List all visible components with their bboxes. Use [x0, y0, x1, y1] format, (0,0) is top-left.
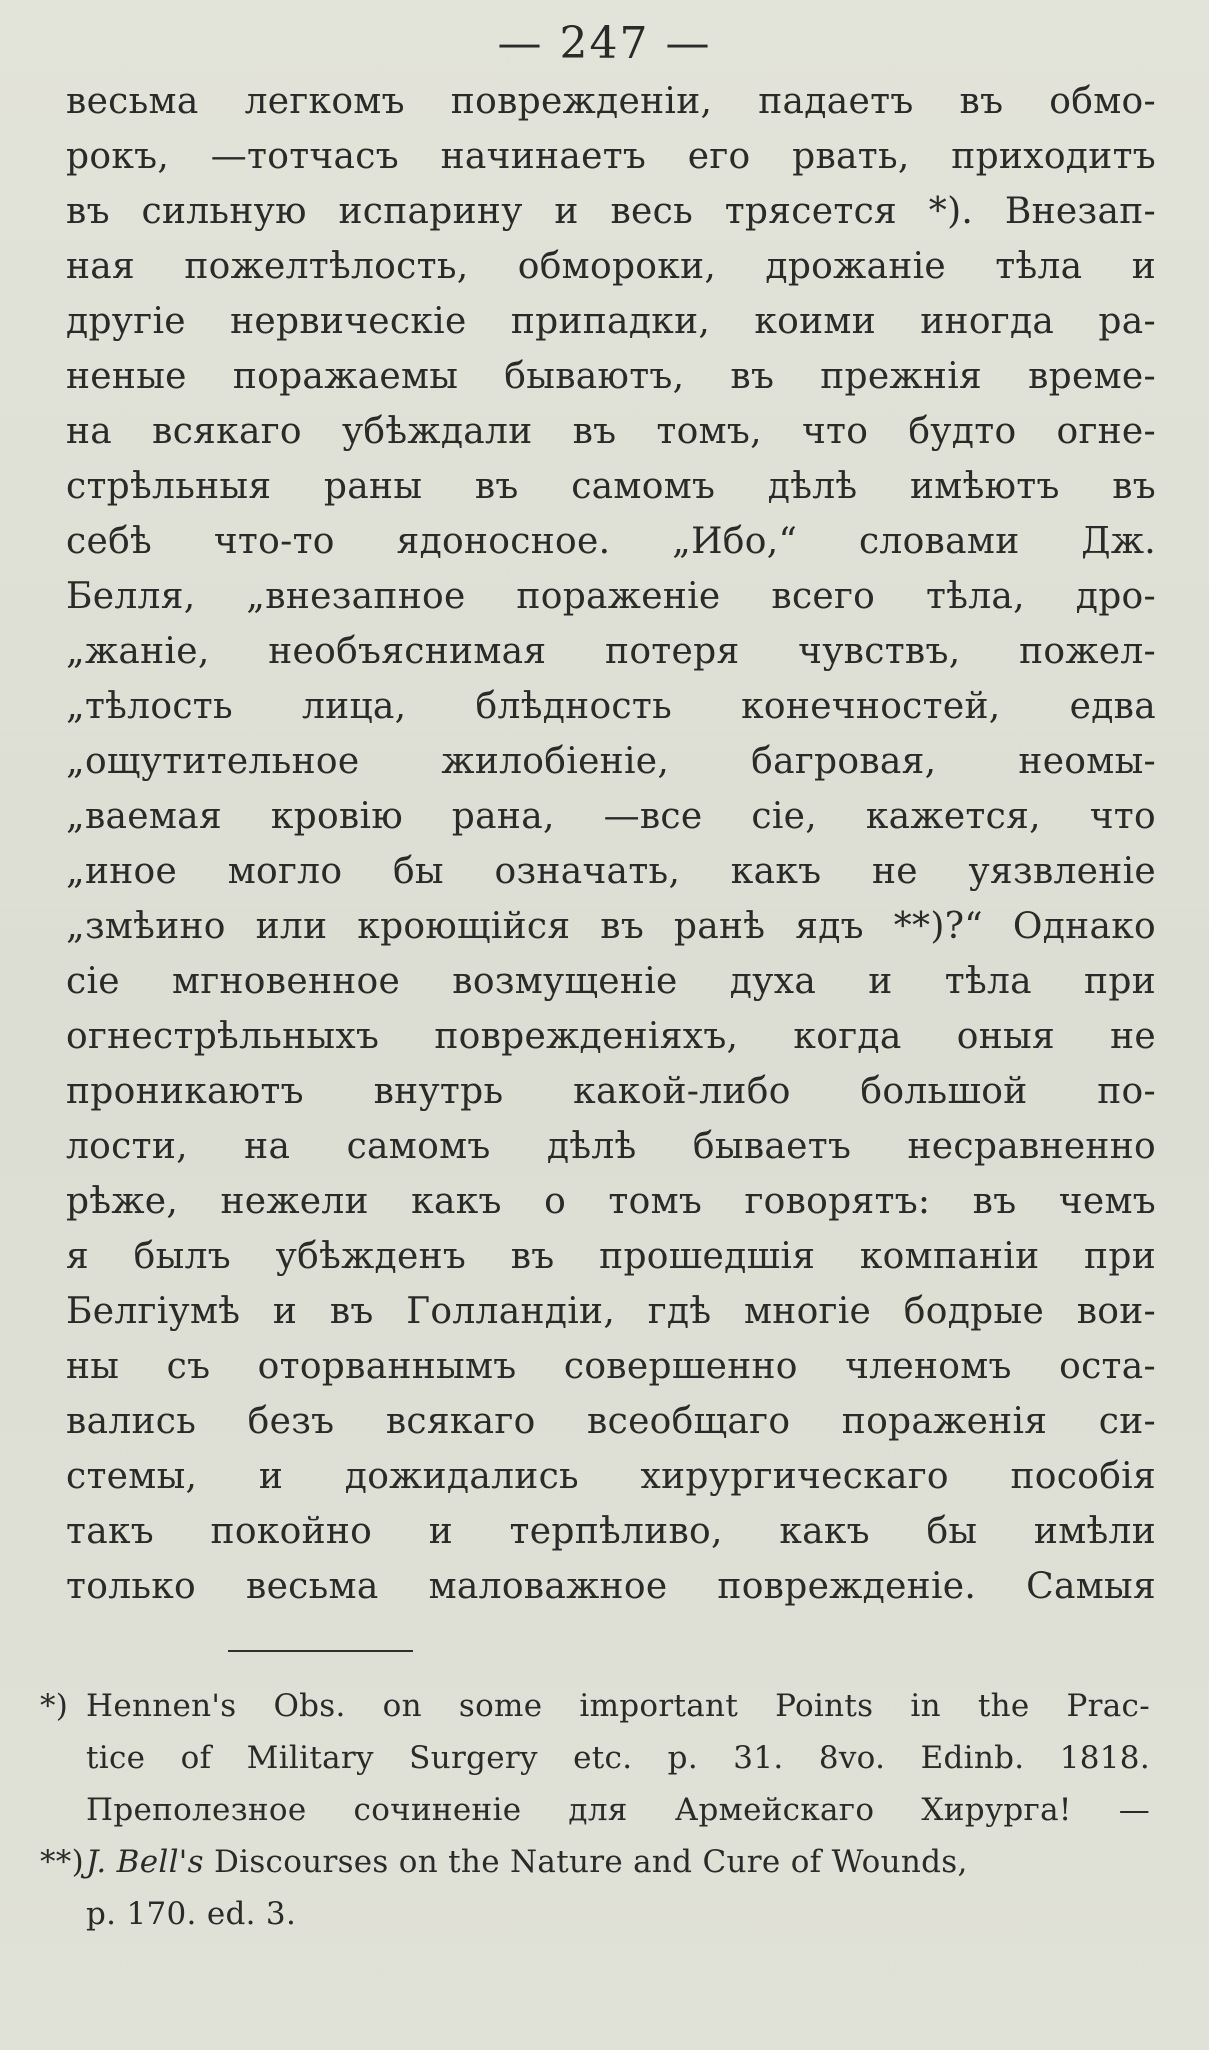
- body-text: [66, 74, 1156, 1614]
- text-line: Белгіумѣ и въ Голландіи, гдѣ многіе бодрые вои-: [66, 1291, 1156, 1332]
- text-line: вались безъ всякаго всеобщаго пораженія си-: [66, 1401, 1156, 1442]
- text-line: рокъ, —тотчасъ начинаетъ его рвать, приходитъ: [66, 136, 1156, 177]
- footnote-marker: *): [40, 1688, 69, 1724]
- footnote-1: [40, 1680, 1150, 1732]
- footnote-divider: [228, 1650, 413, 1652]
- text-line: „ощутительное жилобіеніе, багровая, неомы-: [66, 741, 1156, 782]
- text-line: неные поражаемы бываютъ, въ прежнія време-: [66, 356, 1156, 397]
- footnote-text: Discourses on the Nature and Cure of Wounds,: [203, 1844, 968, 1880]
- text-line: себѣ что-то ядоносное. „Ибо,“ словами Дж.: [66, 521, 1156, 562]
- text-line: другіе нервическіе припадки, коими иногда ра-: [66, 301, 1156, 342]
- footnotes: [40, 1680, 1150, 1940]
- text-line: ны съ оторваннымъ совершенно членомъ оста-: [66, 1346, 1156, 1387]
- text-line: я былъ убѣжденъ въ прошедшія компаніи при: [66, 1236, 1156, 1277]
- footnote-1-line-3: Преполезное сочиненіе для Армейскаго Хирурга! —: [86, 1792, 1150, 1828]
- text-line: ная пожелтѣлость, обмороки, дрожаніе тѣла и: [66, 246, 1156, 287]
- text-line: сіе мгновенное возмущеніе духа и тѣла при: [66, 961, 1156, 1002]
- text-line: такъ покойно и терпѣливо, какъ бы имѣли: [66, 1511, 1156, 1552]
- text-line: „змѣино или кроющійся въ ранѣ ядъ **)?“ Однако: [66, 906, 1156, 947]
- text-line: только весьма маловажное поврежденіе. Самыя: [66, 1566, 1156, 1607]
- footnote-marker: **): [40, 1844, 84, 1880]
- footnote-2: [40, 1836, 1150, 1888]
- text-line: „иное могло бы означать, какъ не уязвленіе: [66, 851, 1156, 892]
- footnote-1-line-2: tice of Military Surgery etc. p. 31. 8vo. Edinb. 1818.: [86, 1740, 1150, 1776]
- text-line: стрѣльныя раны въ самомъ дѣлѣ имѣютъ въ: [66, 466, 1156, 507]
- text-line: „тѣлость лица, блѣдность конечностей, едва: [66, 686, 1156, 727]
- text-line: Белля, „внезапное пораженіе всего тѣла, дро-: [66, 576, 1156, 617]
- page-number: — 247 —: [497, 18, 712, 69]
- text-line: лости, на самомъ дѣлѣ бываетъ несравненно: [66, 1126, 1156, 1167]
- footnote-text: Hennen's Obs. on some important Points in the Prac-: [86, 1688, 1150, 1724]
- text-line: проникаютъ внутрь какой-либо большой по-: [66, 1071, 1156, 1112]
- text-line: „ваемая кровію рана, —все сіе, кажется, что: [66, 796, 1156, 837]
- text-line: рѣже, нежели какъ о томъ говорятъ: въ чемъ: [66, 1181, 1156, 1222]
- text-line: на всякаго убѣждали въ томъ, что будто огне-: [66, 411, 1156, 452]
- text-line: весьма легкомъ поврежденіи, падаетъ въ обмо-: [66, 81, 1156, 122]
- text-line: въ сильную испарину и весь трясется *). Внезап-: [66, 191, 1156, 232]
- text-line: „жаніе, необъяснимая потеря чувствъ, пожел-: [66, 631, 1156, 672]
- text-line: стемы, и дожидались хирургическаго пособія: [66, 1456, 1156, 1497]
- text-line: огнестрѣльныхъ поврежденіяхъ, когда оныя не: [66, 1016, 1156, 1057]
- footnote-author: J. Bell's: [86, 1844, 204, 1880]
- footnote-2-line-2: p. 170. ed. 3.: [86, 1896, 297, 1932]
